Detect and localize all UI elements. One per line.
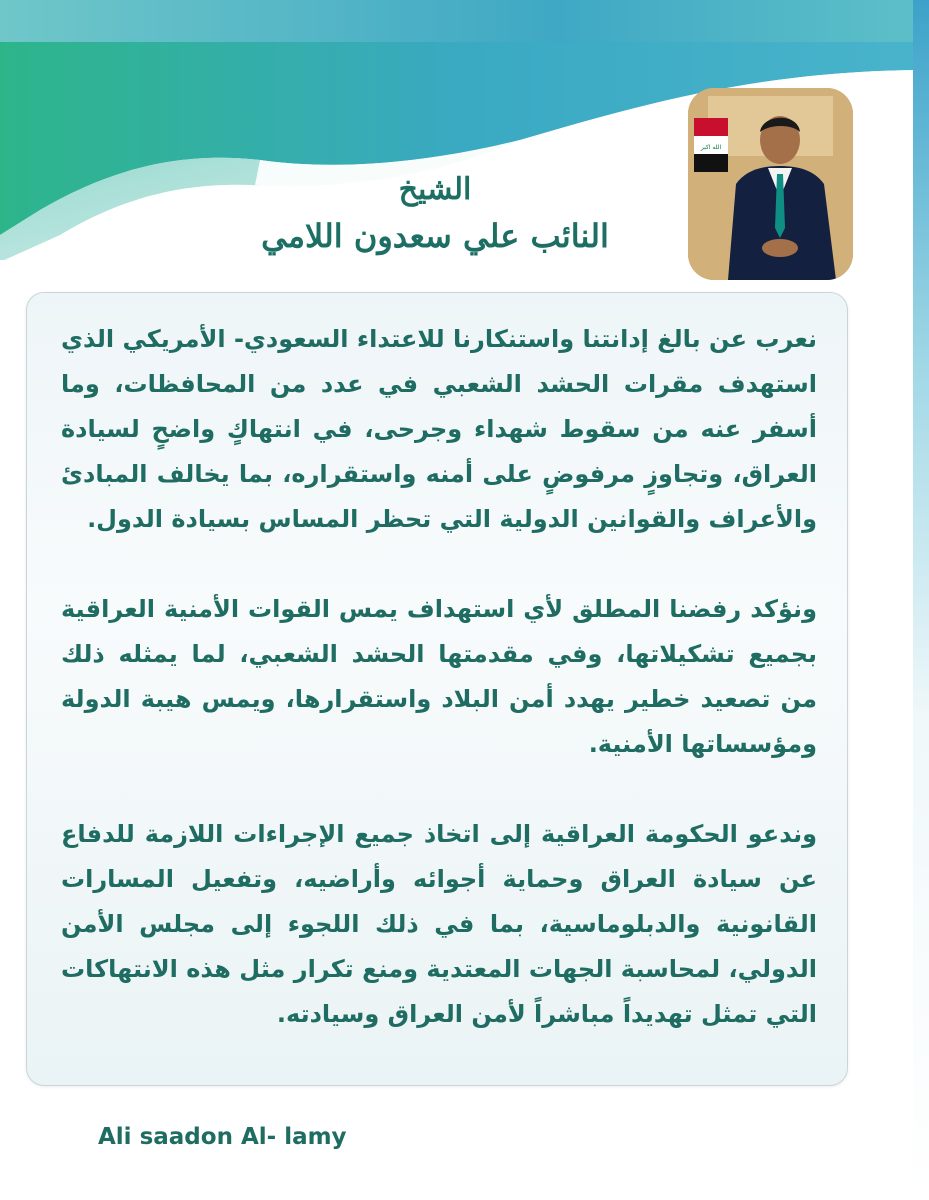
statement-paragraph-3: وندعو الحكومة العراقية إلى اتخاذ جميع الإجراءات اللازمة للدفاع عن سيادة العراق وحماية أجوائه وأراضيه، وتفعيل المسارات القانونية والدبلوماسية، بما في ذلك اللجوء إلى مجلس الأمن الدولي، لمحاسبة الجهات المعتدية ومنع تكرار مثل هذه الانتهاكات التي تمثل تهديداً مباشراً لأمن العراق وسيادته. xyxy=(61,820,817,1028)
statement-paragraph-1: نعرب عن بالغ إدانتنا واستنكارنا للاعتداء السعودي- الأمريكي الذي استهدف مقرات الحشد الشعبي في عدد من المحافظات، وما أسفر عنه من سقوط شهداء وجرحى، في انتهاكٍ واضحٍ لسيادة العراق، وتجاوزٍ مرفوضٍ على أمنه واستقراره، بما يخالف المبادئ والأعراف والقوانين الدولية التي تحظر المساس بسيادة الدول. xyxy=(61,325,817,533)
portrait-photo xyxy=(688,88,853,280)
page-title xyxy=(200,168,670,260)
title-honorific: الشيخ xyxy=(398,172,472,207)
svg-text:الله اكبر: الله اكبر xyxy=(700,144,722,151)
statement-box xyxy=(26,292,848,1086)
top-gradient-strip xyxy=(0,0,929,42)
signature-text: Ali saadon Al- lamy xyxy=(98,1124,347,1150)
right-gradient-strip xyxy=(913,0,929,1200)
statement-paragraph-2: ونؤكد رفضنا المطلق لأي استهداف يمس القوات الأمنية العراقية بجميع تشكيلاتها، وفي مقدمتها الحشد الشعبي، لما يمثله ذلك من تصعيد خطير يهدد أمن البلاد واستقرارها، ويمس هيبة الدولة ومؤسساتها الأمنية. xyxy=(61,595,817,758)
title-name: النائب علي سعدون اللامي xyxy=(261,217,609,255)
